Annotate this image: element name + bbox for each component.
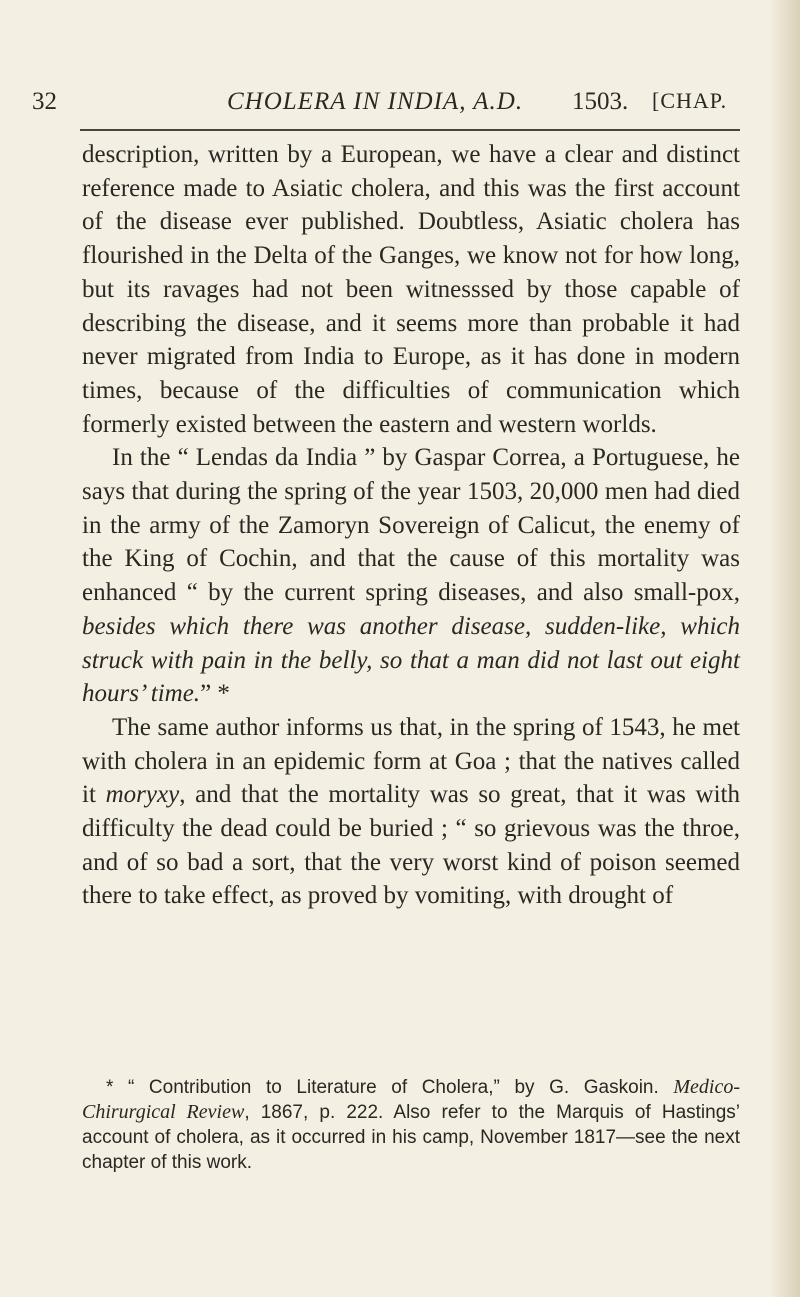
paragraph-lendas: [82, 441, 740, 711]
footnote-citation: * “ Contribution to Literature of Cholera,” by G. Gaskoin.: [106, 1077, 674, 1098]
paragraph-goa: [82, 711, 740, 913]
paragraph-lendas-text: In the “ Lendas da India ” by Gaspar Correa, a Portuguese, he says that during the spring of the year 1503, 20,000 men had died in the army of the Zamoryn Sovereign of Calicut, the enemy of the King of Cochin, and that the cause of this mortality was enhanced “ by the current spring diseases, and also small-pox,: [82, 444, 740, 607]
paragraph-lendas-quote: besides which there was another disease, sudden-like, which struck with pain in the belly, so that a man did not last out eight hours’ time.: [82, 612, 740, 708]
header-rule: [80, 129, 740, 131]
page-edge-shadow: [770, 0, 800, 1297]
page-number: 32: [32, 88, 57, 115]
paragraph-goa-text: The same author informs us that, in the spring of 1543, he met with cholera in an epidemic form at Goa ; that the natives called it: [82, 713, 740, 809]
running-title: CHOLERA IN INDIA, A.D.: [227, 88, 524, 115]
running-header: [32, 84, 742, 124]
footnote: [82, 1075, 740, 1175]
footnote-text: [82, 1075, 740, 1175]
paragraph-continued: description, written by a European, we have a clear and distinct reference made to Asiatic cholera, and this was the first account of the disease ever published. Doubtless, Asiatic cholera has flourished in the Delta of the Ganges, we know not for how long, but its ravages had not been witnesssed by those capable of describing the disease, and it seems more than probable it had never migrated from India to Europe, as it has done in modern times, because of the difficulties of communication which formerly existed between the eastern and western worlds.: [82, 141, 740, 438]
running-year: 1503.: [572, 88, 629, 115]
body-text: [82, 138, 740, 913]
paragraph-lendas-end: ” *: [200, 680, 230, 708]
footnote-rest: , 1867, p. 222. Also refer to the Marquis of Hastings’ account of cholera, as it occurred in his camp, November 1817—see the next chapter of this work.: [82, 1102, 740, 1173]
footnote-journal: Medico-Chirurgical Review: [82, 1076, 740, 1123]
paragraph-goa-term: moryxy: [105, 781, 180, 809]
chapter-mark: [CHAP.: [652, 88, 728, 113]
paragraph-goa-end: , and that the mortality was so great, that it was with difficulty the dead could be buried ; “ so grievous was the throe, and of so bad a sort, that the very worst kind of poison seemed there to take effect, as proved by vomiting, with drought of: [82, 781, 740, 910]
